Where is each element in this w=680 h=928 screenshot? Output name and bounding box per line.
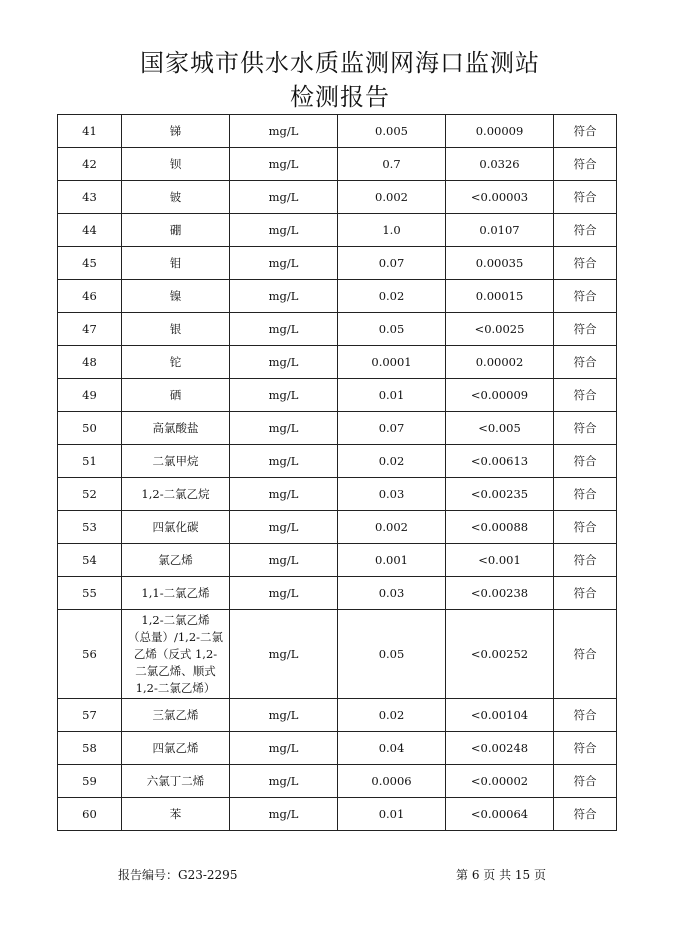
test-item-cell: 三氯乙烯 [122,699,230,732]
unit-cell: mg/L [230,765,338,798]
test-item-cell: 1,1-二氯乙烯 [122,577,230,610]
unit-cell: mg/L [230,412,338,445]
limit-value-cell: 0.02 [338,280,446,313]
judgement-cell: 符合 [554,544,617,577]
table-row [58,511,617,544]
test-result-cell: <0.001 [446,544,554,577]
unit-cell: mg/L [230,247,338,280]
table-row [58,346,617,379]
limit-value-cell: 0.03 [338,478,446,511]
test-result-cell: 0.00002 [446,346,554,379]
limit-value-cell: 1.0 [338,214,446,247]
row-number-cell: 52 [58,478,122,511]
test-result-cell: <0.00238 [446,577,554,610]
test-result-cell: 0.0107 [446,214,554,247]
row-number-cell: 45 [58,247,122,280]
unit-cell: mg/L [230,798,338,831]
judgement-cell: 符合 [554,610,617,699]
test-item-cell: 锑 [122,115,230,148]
judgement-cell: 符合 [554,699,617,732]
limit-value-cell: 0.04 [338,732,446,765]
table-row [58,214,617,247]
row-number-cell: 47 [58,313,122,346]
test-item-line: 二氯乙烯、顺式 [135,663,216,678]
unit-cell: mg/L [230,445,338,478]
results-table-body [58,115,617,831]
judgement-cell: 符合 [554,313,617,346]
test-item-cell: 铍 [122,181,230,214]
judgement-cell: 符合 [554,247,617,280]
unit-cell: mg/L [230,732,338,765]
test-item-cell: 高氯酸盐 [122,412,230,445]
row-number-cell: 57 [58,699,122,732]
test-item-cell: 硼 [122,214,230,247]
unit-cell: mg/L [230,346,338,379]
limit-value-cell: 0.0001 [338,346,446,379]
test-item-cell: 硒 [122,379,230,412]
test-result-cell: <0.0025 [446,313,554,346]
limit-value-cell: 0.7 [338,148,446,181]
test-result-cell: <0.00252 [446,610,554,699]
test-item-line: 乙烯（反式 1,2- [133,646,218,661]
limit-value-cell: 0.07 [338,412,446,445]
test-result-cell: 0.00035 [446,247,554,280]
judgement-cell: 符合 [554,214,617,247]
results-table [57,114,617,831]
row-number-cell: 58 [58,732,122,765]
table-row [58,699,617,732]
table-row [58,115,617,148]
table-row [58,181,617,214]
unit-cell: mg/L [230,181,338,214]
test-item-cell: 钼 [122,247,230,280]
judgement-cell: 符合 [554,445,617,478]
limit-value-cell: 0.05 [338,610,446,699]
test-result-cell: <0.00003 [446,181,554,214]
test-result-cell: <0.00104 [446,699,554,732]
unit-cell: mg/L [230,610,338,699]
row-number-cell: 46 [58,280,122,313]
test-result-cell: <0.00002 [446,765,554,798]
unit-cell: mg/L [230,280,338,313]
table-row [58,247,617,280]
test-item-cell: 1,2-二氯乙烷 [122,478,230,511]
test-result-cell: <0.005 [446,412,554,445]
table-row [58,544,617,577]
judgement-cell: 符合 [554,280,617,313]
test-item-cell: 银 [122,313,230,346]
unit-cell: mg/L [230,699,338,732]
test-item-line: 1,2-二氯乙烯 [141,612,210,627]
test-item-line: 1,2-二氯乙烯） [135,680,216,695]
limit-value-cell: 0.002 [338,181,446,214]
judgement-cell: 符合 [554,478,617,511]
test-item-cell: 六氯丁二烯 [122,765,230,798]
row-number-cell: 49 [58,379,122,412]
table-row [58,798,617,831]
test-result-cell: 0.00015 [446,280,554,313]
limit-value-cell: 0.05 [338,313,446,346]
table-row [58,313,617,346]
table-row [58,148,617,181]
unit-cell: mg/L [230,115,338,148]
test-result-cell: 0.00009 [446,115,554,148]
judgement-cell: 符合 [554,115,617,148]
judgement-cell: 符合 [554,577,617,610]
report-header-title: 检测报告 [290,83,390,111]
test-result-cell: <0.00088 [446,511,554,544]
table-row [58,577,617,610]
row-number-cell: 60 [58,798,122,831]
row-number-cell: 44 [58,214,122,247]
test-item-cell: 四氯化碳 [122,511,230,544]
table-row [58,478,617,511]
judgement-cell: 符合 [554,798,617,831]
judgement-cell: 符合 [554,732,617,765]
test-result-cell: <0.00235 [446,478,554,511]
table-row [58,610,617,699]
test-item-cell: 苯 [122,798,230,831]
limit-value-cell: 0.07 [338,247,446,280]
row-number-cell: 56 [58,610,122,699]
test-result-cell: 0.0326 [446,148,554,181]
table-row [58,280,617,313]
table-row [58,445,617,478]
row-number-cell: 43 [58,181,122,214]
report-number: 报告编号：G23-2295 [118,868,238,882]
unit-cell: mg/L [230,214,338,247]
judgement-cell: 符合 [554,379,617,412]
test-result-cell: <0.00248 [446,732,554,765]
row-number-cell: 42 [58,148,122,181]
limit-value-cell: 0.03 [338,577,446,610]
test-item-cell: 四氯乙烯 [122,732,230,765]
unit-cell: mg/L [230,313,338,346]
unit-cell: mg/L [230,478,338,511]
unit-cell: mg/L [230,379,338,412]
row-number-cell: 50 [58,412,122,445]
limit-value-cell: 0.01 [338,379,446,412]
row-number-cell: 55 [58,577,122,610]
limit-value-cell: 0.01 [338,798,446,831]
limit-value-cell: 0.002 [338,511,446,544]
test-item-cell: 二氯甲烷 [122,445,230,478]
judgement-cell: 符合 [554,511,617,544]
judgement-cell: 符合 [554,148,617,181]
judgement-cell: 符合 [554,412,617,445]
test-item-cell: 氯乙烯 [122,544,230,577]
unit-cell: mg/L [230,544,338,577]
test-result-cell: <0.00613 [446,445,554,478]
unit-cell: mg/L [230,148,338,181]
table-row [58,765,617,798]
row-number-cell: 51 [58,445,122,478]
row-number-cell: 41 [58,115,122,148]
limit-value-cell: 0.005 [338,115,446,148]
judgement-cell: 符合 [554,346,617,379]
table-row [58,732,617,765]
report-header-org: 国家城市供水水质监测网海口监测站 [140,49,540,77]
unit-cell: mg/L [230,577,338,610]
test-item-cell: 钡 [122,148,230,181]
page-indicator: 第 6 页 共 15 页 [456,868,546,882]
test-item-cell: 铊 [122,346,230,379]
test-result-cell: <0.00064 [446,798,554,831]
test-item-cell [122,610,230,699]
judgement-cell: 符合 [554,181,617,214]
row-number-cell: 48 [58,346,122,379]
table-row [58,412,617,445]
row-number-cell: 54 [58,544,122,577]
limit-value-cell: 0.02 [338,699,446,732]
limit-value-cell: 0.02 [338,445,446,478]
test-result-cell: <0.00009 [446,379,554,412]
row-number-cell: 53 [58,511,122,544]
test-item-cell: 镍 [122,280,230,313]
judgement-cell: 符合 [554,765,617,798]
table-row [58,379,617,412]
test-item-line: （总量）/1,2-二氯 [127,629,224,644]
limit-value-cell: 0.001 [338,544,446,577]
unit-cell: mg/L [230,511,338,544]
limit-value-cell: 0.0006 [338,765,446,798]
row-number-cell: 59 [58,765,122,798]
